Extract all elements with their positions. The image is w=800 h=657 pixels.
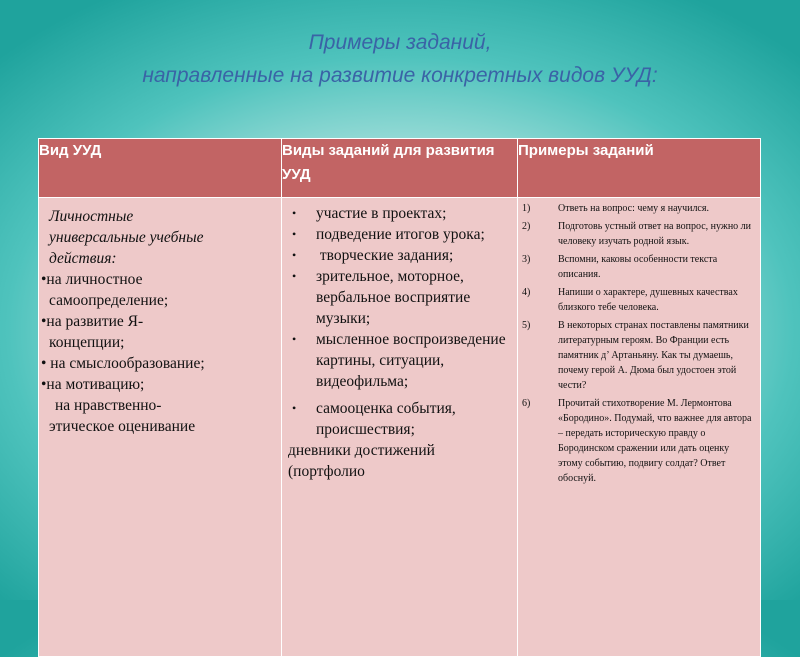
table-header-row: [39, 139, 761, 198]
uud-type-heading-line: действия:: [49, 250, 117, 267]
title-line-2: направленные на развитие конкретных видов УУД:: [142, 64, 658, 87]
item-number: 1): [522, 203, 531, 214]
item-text: Прочитай стихотворение М. Лермонтова «Бородино». Подумай, что важнее для автора – передать историческую правду о Бородинском сражении или дать оценку этому событию, подвигу солдат? Ответ обоснуй.: [558, 398, 752, 484]
item-text: Ответь на вопрос: чему я научился.: [558, 203, 709, 214]
item-number: 2): [522, 221, 531, 232]
uud-type-line: на нравственно-: [55, 397, 162, 414]
item-number: 6): [522, 398, 531, 409]
task-types-cell: [282, 198, 518, 657]
task-examples-cell: [518, 198, 761, 657]
list-item: • подведение итогов урока;: [284, 224, 513, 245]
item-number: 4): [522, 287, 531, 298]
header-cell: Вид УУД: [39, 139, 282, 198]
uud-type-line: этическое оценивание: [49, 418, 196, 435]
uud-type-line: • на смыслообразование;: [41, 355, 205, 372]
uud-type-line: •на мотивацию;: [41, 376, 145, 393]
header-cell: Примеры заданий: [518, 139, 761, 198]
header-cell: Виды заданий для развития УУД: [282, 139, 518, 198]
list-item: [520, 201, 756, 216]
list-item: [520, 285, 756, 315]
list-item: • участие в проектах;: [284, 203, 513, 224]
title-line-1: Примеры заданий,: [308, 31, 492, 54]
list-item: • самооценка события, происшествия;: [284, 398, 513, 440]
task-types-tail: дневники достижений (портфолио: [288, 442, 435, 480]
uud-type-line: концепции;: [49, 334, 125, 351]
list-item: • творческие задания;: [284, 245, 513, 266]
list-item: • зрительное, моторное, вербальное восприятие музыки;: [284, 266, 513, 329]
list-item: [520, 396, 756, 486]
uud-type-line: самоопределение;: [49, 292, 169, 309]
item-text: Подготовь устный ответ на вопрос, нужно ли человеку изучать родной язык.: [558, 221, 752, 247]
list-item: [520, 318, 756, 393]
uud-type-heading-line: универсальные учебные: [49, 229, 204, 246]
uud-type-cell: [39, 198, 282, 657]
list-item: • мысленное воспроизведение картины, ситуации, видеофильма;: [284, 329, 513, 392]
uud-type-line: •на личностное: [41, 271, 143, 288]
uud-type-line: •на развитие Я-: [41, 313, 144, 330]
item-number: 3): [522, 254, 531, 265]
item-text: Напиши о характере, душевных качествах близкого тебе человека.: [558, 287, 738, 313]
item-number: 5): [522, 320, 531, 331]
list-item: [520, 219, 756, 249]
uud-type-heading-line: Личностные: [49, 208, 134, 225]
uud-table: [38, 138, 761, 657]
item-text: В некоторых странах поставлены памятники литературным героям. Во Франции есть памятник д’ Артаньяну. Как ты думаешь, почему герой А. Дюма был удостоен этой чести?: [558, 320, 749, 391]
slide-title: [0, 26, 800, 92]
list-item: [520, 252, 756, 282]
task-types-list: [284, 203, 513, 440]
item-text: Вспомни, каковы особенности текста описания.: [558, 254, 718, 280]
task-examples-list: [520, 201, 756, 486]
table-row: [39, 198, 761, 657]
